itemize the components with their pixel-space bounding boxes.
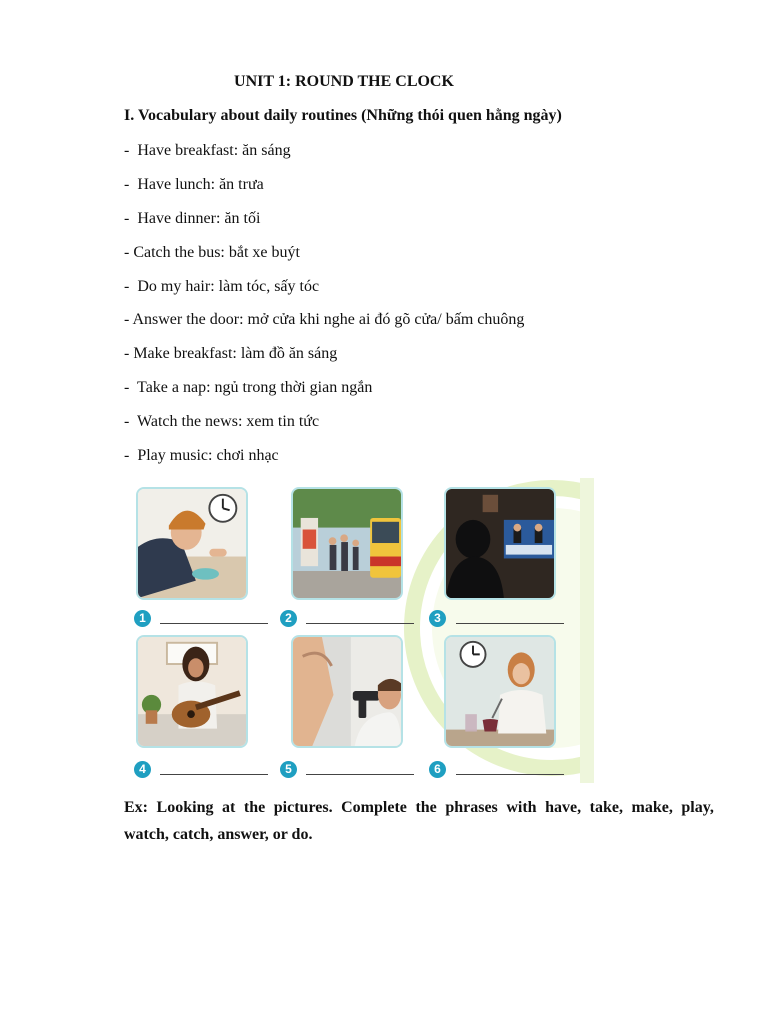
exercise-line-2: watch, catch, answer, or do.: [124, 826, 313, 843]
exercise-word: phrases: [445, 799, 498, 816]
answer-blank-6[interactable]: [456, 774, 564, 775]
picture-number-5: 5: [280, 761, 297, 778]
exercise-word: take,: [589, 799, 623, 816]
photo-man-drying-hair: [291, 635, 403, 748]
section-heading: I. Vocabulary about daily routines (Những thói quen hằng ngày): [124, 107, 562, 124]
picture-number-1: 1: [134, 610, 151, 627]
vocab-item: - Make breakfast: làm đồ ăn sáng: [124, 345, 338, 363]
answer-blank-3[interactable]: [456, 623, 564, 624]
exercise-word: pictures.: [273, 799, 333, 816]
exercise-line-1: [124, 794, 714, 821]
vocab-item: - Do my hair: làm tóc, sấy tóc: [124, 277, 320, 295]
exercise-word: Ex:: [124, 799, 148, 816]
vocab-item: - Have breakfast: ăn sáng: [124, 142, 291, 159]
exercise-word: play,: [681, 799, 714, 816]
exercise-word: with: [506, 799, 537, 816]
photo-person-watching-news: [444, 487, 556, 600]
answer-blank-5[interactable]: [306, 774, 414, 775]
exercise-word: Complete: [341, 799, 407, 816]
vocab-item: - Take a nap: ngủ trong thời gian ngắn: [124, 379, 373, 397]
exercise-word: Looking: [156, 799, 214, 816]
vocab-item: - Play music: chơi nhạc: [124, 447, 279, 465]
vocab-item: - Have dinner: ăn tối: [124, 209, 261, 227]
vocab-item: - Answer the door: mở cửa khi nghe ai đó gõ cửa/ bấm chuông: [124, 311, 525, 329]
photo-people-catching-bus: [291, 487, 403, 600]
vocab-item: - Watch the news: xem tin tức: [124, 413, 320, 431]
exercise-word: have,: [545, 799, 582, 816]
picture-panel: [132, 478, 594, 783]
exercise-word: at: [222, 799, 236, 816]
vocab-item: - Have lunch: ăn trưa: [124, 175, 264, 193]
vocab-item: - Catch the bus: bắt xe buýt: [124, 243, 300, 261]
exercise-instructions: [124, 794, 714, 848]
page-title: UNIT 1: ROUND THE CLOCK: [234, 73, 454, 90]
answer-blank-1[interactable]: [160, 623, 268, 624]
picture-number-6: 6: [429, 761, 446, 778]
answer-blank-2[interactable]: [306, 623, 414, 624]
vocabulary-list: [124, 141, 524, 480]
photo-woman-playing-guitar: [136, 635, 248, 748]
exercise-word: the: [243, 799, 266, 816]
picture-number-2: 2: [280, 610, 297, 627]
photo-woman-making-drink: [444, 635, 556, 748]
exercise-word: the: [415, 799, 437, 816]
answer-blank-4[interactable]: [160, 774, 268, 775]
exercise-word: make,: [631, 799, 673, 816]
picture-number-4: 4: [134, 761, 151, 778]
picture-number-3: 3: [429, 610, 446, 627]
photo-man-eating-breakfast: [136, 487, 248, 600]
